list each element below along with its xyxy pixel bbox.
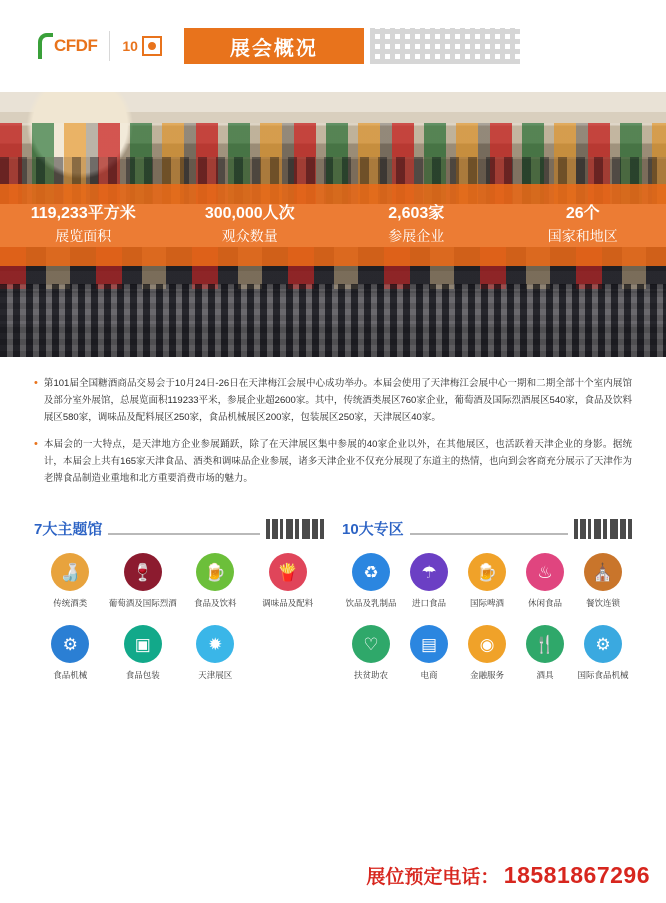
import-food-icon: ☂ — [410, 553, 448, 591]
square-dot-icon — [142, 36, 162, 56]
list-item-label: 食品及饮料 — [193, 598, 237, 608]
list-item[interactable] — [179, 625, 252, 681]
logo-divider — [109, 31, 110, 61]
stat-value: 300,000人次 — [204, 205, 295, 222]
stat-value: 119,233平方米 — [30, 205, 136, 222]
finance-icon: ◉ — [468, 625, 506, 663]
list-item[interactable] — [342, 625, 400, 681]
section-theme-halls — [34, 505, 324, 697]
page-title: 展会概况 — [184, 28, 364, 64]
list-item-label: 电商 — [420, 670, 438, 680]
list-item-label: 餐饮连锁 — [585, 598, 620, 608]
swoosh-icon — [38, 33, 53, 59]
skyline-icon — [574, 517, 632, 539]
section-title: 10大专区 — [342, 521, 404, 538]
hero-banner — [0, 92, 666, 357]
list-item-label: 国际啤酒 — [469, 598, 504, 608]
bullet-icon: • — [34, 377, 38, 389]
wine-tools-icon: 🍴 — [526, 625, 564, 663]
seasoning-icon: 🍟 — [269, 553, 307, 591]
list-item[interactable] — [107, 553, 180, 609]
section-header — [34, 505, 324, 539]
checker-pattern-icon — [370, 28, 520, 64]
wine-bottle-icon: 🍶 — [51, 553, 89, 591]
list-item[interactable] — [574, 625, 632, 681]
anniversary-number: 10 — [122, 38, 138, 54]
booth-booking-phone[interactable]: 18581867296 — [503, 862, 650, 888]
list-item[interactable] — [458, 625, 516, 681]
list-item-label: 天津展区 — [198, 670, 233, 680]
list-item[interactable] — [342, 553, 400, 609]
section-special-zones — [342, 505, 632, 697]
list-item-label: 扶贫助农 — [353, 670, 388, 680]
list-item-label: 食品机械 — [53, 670, 88, 680]
milk-icon: ♻ — [352, 553, 390, 591]
bullet-icon: • — [34, 438, 38, 450]
stats-band — [0, 184, 666, 266]
stat-item — [0, 203, 167, 247]
anniversary-mark — [122, 36, 162, 56]
stat-label: 观众数量 — [221, 228, 278, 244]
stat-label: 参展企业 — [388, 228, 445, 244]
theme-hall-grid — [34, 553, 324, 697]
stat-item — [500, 203, 666, 247]
paragraph — [34, 436, 632, 487]
stat-label: 展览面积 — [55, 228, 112, 244]
list-item-label: 进口食品 — [411, 598, 446, 608]
body-copy — [0, 357, 666, 487]
paragraph-text: 本届会的一大特点，是天津地方企业参展踊跃，除了在天津展区集中参展的40家企业以外，在其他展区，也活跃着天津企业的身影。据统计，本届会上共有165家天津食品、酒类和调味品企业参展，诸多天津企业不仅充分展现了东道主的热情，也向到会客商充分展示了天津作为老牌食品制造业重地和北方重要消费市场的魅力。 — [43, 439, 632, 484]
list-item-label: 酒具 — [536, 670, 554, 680]
list-item-label: 饮品及乳制品 — [345, 598, 397, 608]
cfdf-logo — [38, 33, 97, 59]
list-item-label: 调味品及配料 — [262, 598, 314, 608]
beer-icon: 🍺 — [468, 553, 506, 591]
list-item-label: 金融服务 — [469, 670, 504, 680]
cfdf-logo-text: CFDF — [54, 36, 98, 55]
list-item-label: 休闲食品 — [527, 598, 562, 608]
list-item-label: 葡萄酒及国际烈酒 — [108, 598, 177, 608]
list-item[interactable] — [516, 625, 574, 681]
list-item[interactable] — [458, 553, 516, 609]
list-item-label: 国际食品机械 — [577, 670, 629, 680]
section-rule — [410, 533, 568, 535]
list-item-label: 食品包装 — [125, 670, 160, 680]
booth-booking-label: 展位预定电话： — [366, 867, 500, 888]
list-item[interactable] — [107, 625, 180, 681]
list-item[interactable] — [34, 553, 107, 609]
paragraph-text: 第101届全国糖酒商品交易会于10月24日-26日在天津梅江会展中心成功举办。本届会使用了天津梅江会展中心一期和二期全部十个室内展馆及部分室外展馆，总展览面积119233平米，参展企业超2600家。其中，传统酒类展区760家企业，葡萄酒及国际烈酒展区540家，食品及饮料展区580家，调味品及配料展区250家，食品机械展区200家，包装展区250家，天津展区40家。 — [43, 378, 632, 423]
stat-item — [333, 203, 500, 247]
list-item[interactable] — [179, 553, 252, 609]
paragraph — [34, 375, 632, 426]
footer-contact — [0, 862, 666, 889]
page-header — [0, 0, 666, 92]
heart-hand-icon: ♡ — [352, 625, 390, 663]
snack-icon: ♨ — [526, 553, 564, 591]
food-drink-icon: 🍺 — [196, 553, 234, 591]
list-item-label: 传统酒类 — [53, 598, 88, 608]
restaurant-icon: ⛪ — [584, 553, 622, 591]
special-zone-grid — [342, 553, 632, 697]
tianjin-zone-icon: ✹ — [196, 625, 234, 663]
stat-value: 2,603家 — [388, 205, 445, 222]
wine-glass-icon: 🍷 — [124, 553, 162, 591]
stat-item — [167, 203, 334, 247]
list-item[interactable] — [400, 625, 458, 681]
list-item[interactable] — [252, 553, 325, 609]
list-item[interactable] — [516, 553, 574, 609]
intl-machine-icon: ⚙ — [584, 625, 622, 663]
machine-icon: ⚙ — [51, 625, 89, 663]
list-item[interactable] — [574, 553, 632, 609]
package-icon: ▣ — [124, 625, 162, 663]
section-header — [342, 505, 632, 539]
zone-sections — [0, 497, 666, 697]
stat-value: 26个 — [565, 205, 600, 222]
stat-label: 国家和地区 — [547, 228, 618, 244]
list-item[interactable] — [400, 553, 458, 609]
ecommerce-icon: ▤ — [410, 625, 448, 663]
section-title: 7大主题馆 — [34, 521, 103, 538]
section-rule — [108, 533, 260, 535]
list-item[interactable] — [34, 625, 107, 681]
skyline-icon — [266, 517, 324, 539]
